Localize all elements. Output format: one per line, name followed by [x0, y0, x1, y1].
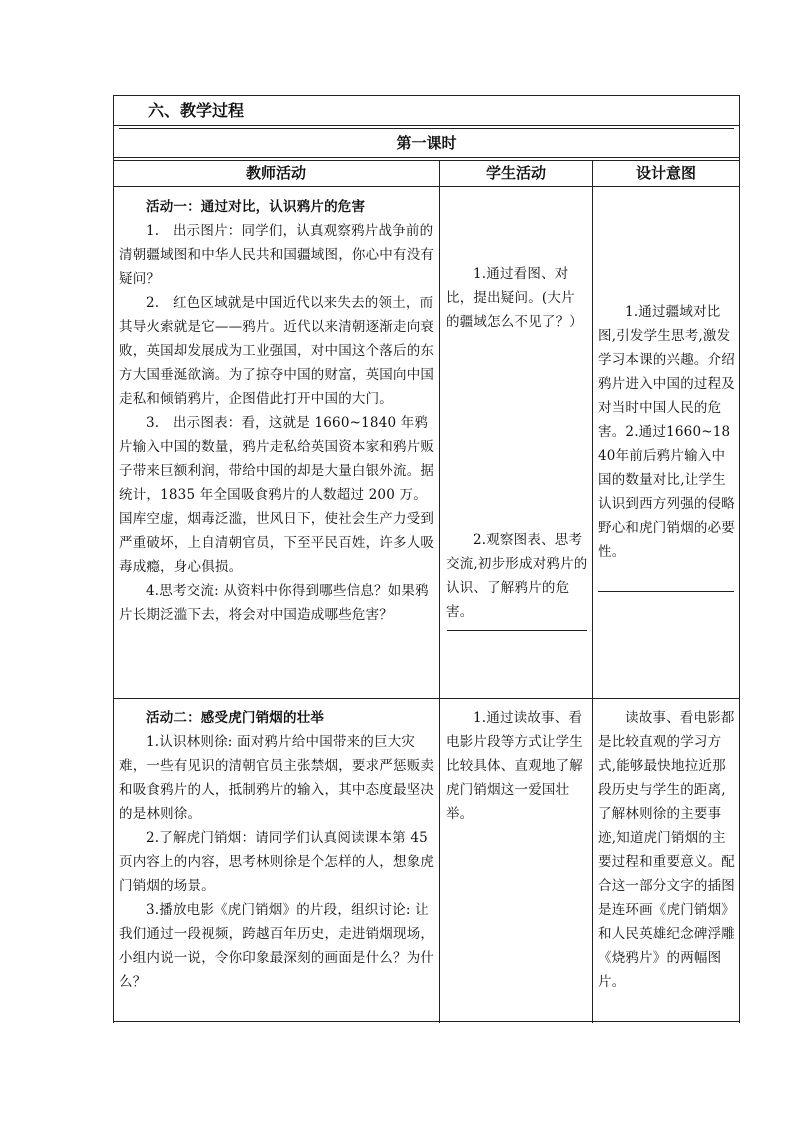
activity2-student-text: 1.通过读故事、看电影片段等方式让学生比较具体、直观地了解虎门销烟这一爱国壮举。: [446, 710, 583, 822]
activity1-teacher-cell: [119, 195, 435, 627]
header-teacher: 教师活动: [245, 164, 306, 182]
student-cell-line: [447, 630, 587, 631]
col-divider-1: [439, 160, 440, 1023]
activity1-intent: [598, 300, 736, 564]
header-bottom: [113, 186, 740, 187]
activity2-intent-text: 读故事、看电影都是比较直观的学习方式,能够最快地拉近那段历史与学生的距离,了解林则徐的主要事迹,知道虎门销烟的主要过程和重要意义。配合这一部分文字的插图是连环画《虎门销烟》和人民英雄纪念碑浮雕《烧鸦片》的两幅图片。: [598, 710, 735, 990]
table-right-border: [739, 95, 740, 1023]
intent-cell-line: [598, 591, 734, 592]
lesson-divider: [113, 157, 740, 158]
section-divider-2: [119, 128, 734, 129]
activity1-para-3: 3. 出示图表：看，这就是 1660~1840 年鸦片输入中国的数量，鸦片走私给英国资本家和鸦片贩子带来巨额利润，带给中国的却是大量白银外流。据统计，1835 年全国吸食鸦片的人数超过 200 万。国库空虚，烟毒泛滥，世风日下，使社会生产力受到严重破坏，上自清朝官员，下至平民百姓，许多人吸毒成瘾，身心俱损。: [119, 415, 435, 575]
activity1-student-1: [446, 262, 588, 334]
activity1-student-1-text: 1.通过看图、对比，提出疑问。(大片的疆域怎么不见了？）: [446, 266, 583, 330]
section-divider: [113, 125, 740, 126]
col-divider-2: [592, 160, 593, 1023]
activity1-intent-text: 1.通过疆域对比图,引发学生思考,激发学习本课的兴趣。介绍鸦片进入中国的过程及对当时中国人民的危害。2.通过1660~1840年前后鸦片输入中国的数量对比,让学生认识到西方列强的侵略野心和虎门销烟的必要性。: [598, 304, 735, 560]
header-student: 学生活动: [485, 164, 546, 182]
activity1-para-1: 1. 出示图片：同学们，认真观察鸦片战争前的清朝疆域图和中华人民共和国疆域图，你心中有没有疑问？: [119, 223, 435, 287]
activity2-para-3: 3.播放电影《虎门销烟》的片段，组织讨论: 让我们通过一段视频，跨越百年历史，走进销烟现场，小组内说一说，令你印象最深刻的画面是什么？为什么？: [119, 902, 435, 990]
activity1-student-2: [446, 528, 588, 624]
activity2-student: [446, 706, 588, 826]
activity2-para-1: 1.认识林则徐: 面对鸦片给中国带来的巨大灾难，一些有见识的清朝官员主张禁烟，要求严惩贩卖和吸食鸦片的人，抵制鸦片的输入，其中态度最坚决的是林则徐。: [119, 734, 435, 822]
activity1-student-2-text: 2.观察图表、思考交流,初步形成对鸦片的认识、了解鸦片的危害。: [446, 532, 588, 620]
table-top-border: [113, 95, 740, 96]
table-bottom-border: [113, 1021, 740, 1022]
activity2-intent: [598, 706, 736, 994]
header-intent: 设计意图: [635, 164, 696, 182]
activity2-title: 活动二：感受虎门销烟的壮举: [146, 710, 325, 726]
activity1-title: 活动一：通过对比，认识鸦片的危害: [146, 199, 366, 215]
section-title: 六、教学过程: [148, 101, 245, 120]
activity1-para-4: 4.思考交流: 从资料中你得到哪些信息？如果鸦片长期泛滥下去，将会对中国造成哪些危害？: [119, 583, 429, 623]
activity1-para-2: 2. 红色区域就是中国近代以来失去的领土，而其导火索就是它——鸦片。近代以来清朝逐渐走向衰败，英国却发展成为工业强国，对中国这个落后的东方大国垂涎欲滴。为了掠夺中国的财富，英国向中国走私和倾销鸦片，企图借此打开中国的大门。: [119, 295, 435, 407]
activity2-teacher-cell: [119, 706, 435, 994]
activity2-para-2: 2.了解虎门销烟：请同学们认真阅读课本第 45 页内容上的内容，思考林则徐是个怎样的人，想象虎门销烟的场景。: [119, 830, 435, 894]
table-left-border: [113, 95, 114, 1023]
lesson-title: 第一课时: [396, 134, 457, 152]
activity-divider: [113, 698, 740, 699]
